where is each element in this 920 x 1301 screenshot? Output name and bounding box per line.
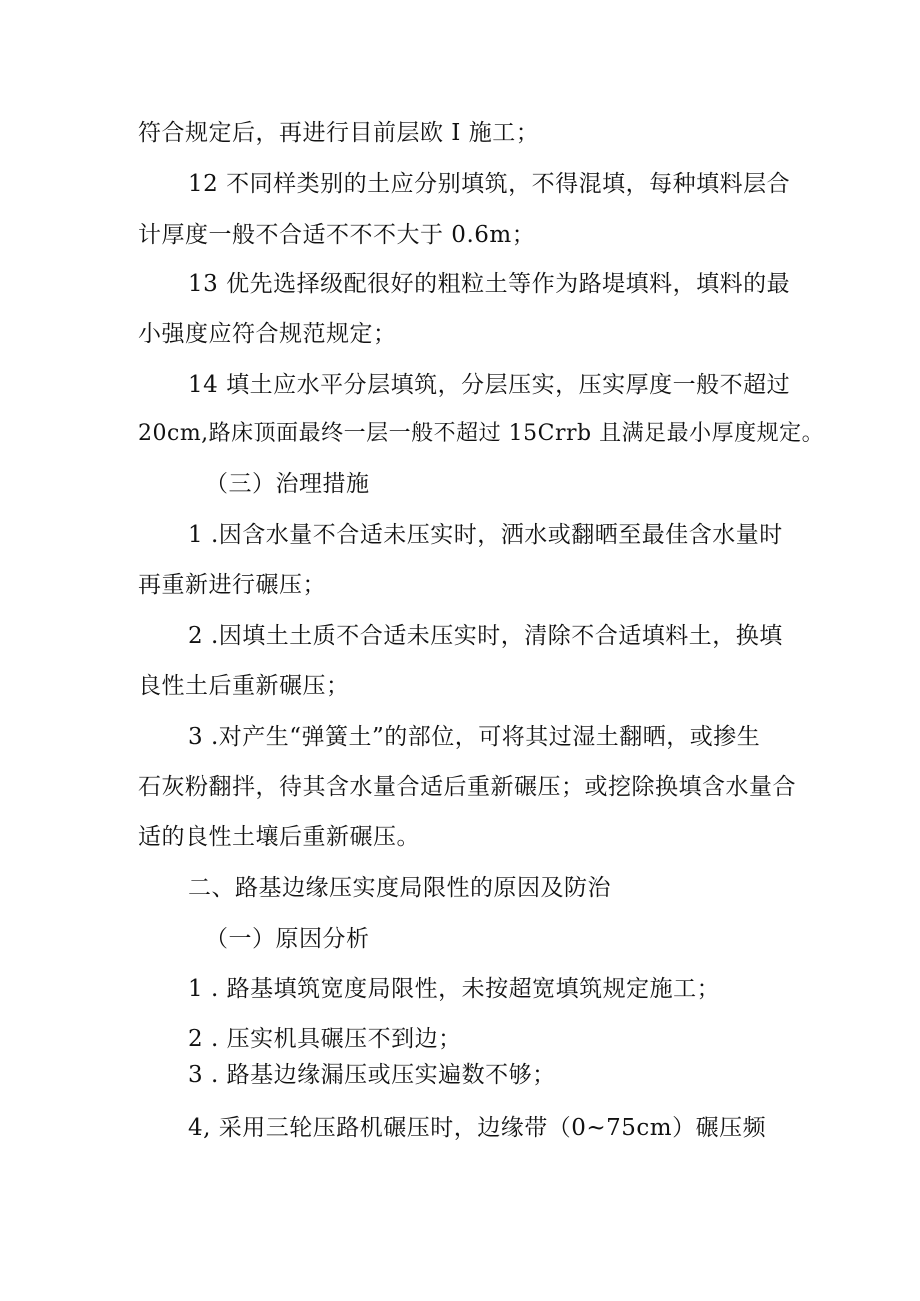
- text-line: 适的良性土壤后重新碾压。: [138, 824, 420, 850]
- text-line: 12 不同样类别的土应分别填筑，不得混填，每种填料层合: [188, 171, 791, 197]
- text-line: 1 . 路基填筑宽度局限性，未按超宽填筑规定施工；: [188, 976, 721, 1002]
- text-line: 4, 采用三轮压路机碾压时，边缘带（0~75cm）碾压频: [188, 1115, 767, 1141]
- text-line: 2 .因填土土质不合适未压实时，清除不合适填料土，换填: [188, 623, 783, 649]
- text-line: 再重新进行碾压；: [138, 572, 326, 598]
- section-heading: 二、路基边缘压实度局限性的原因及防治: [188, 875, 611, 901]
- subsection-heading: （一）原因分析: [205, 926, 370, 952]
- text-line: 3 . 路基边缘漏压或压实遍数不够；: [188, 1062, 556, 1088]
- text-line: 14 填土应水平分层填筑，分层压实，压实厚度一般不超过: [188, 372, 791, 398]
- text-line: 13 优先选择级配很好的粗粒土等作为路堤填料，填料的最: [188, 271, 791, 297]
- text-line: 3 .对产生“弹簧土”的部位，可将其过湿土翻晒，或掺生: [188, 724, 761, 750]
- text-line: 20cm,路床顶面最终一层一般不超过 15Crrb 且满足最小厚度规定。: [138, 421, 825, 446]
- text-line: 符合规定后，再进行目前层欧 I 施工；: [138, 120, 540, 146]
- section-heading: （三）治理措施: [205, 471, 370, 497]
- text-line: 石灰粉翻拌，待其含水量合适后重新碾压；或挖除换填含水量合: [138, 774, 796, 800]
- text-line: 1 .因含水量不合适未压实时，洒水或翻晒至最佳含水量时: [188, 522, 783, 548]
- text-line: 小强度应符合规范规定；: [138, 321, 397, 347]
- text-line: 良性土后重新碾压；: [138, 673, 350, 699]
- text-line: 计厚度一般不合适不不不大于 0.6m；: [138, 222, 536, 248]
- text-line: 2 . 压实机具碾压不到边；: [188, 1026, 462, 1052]
